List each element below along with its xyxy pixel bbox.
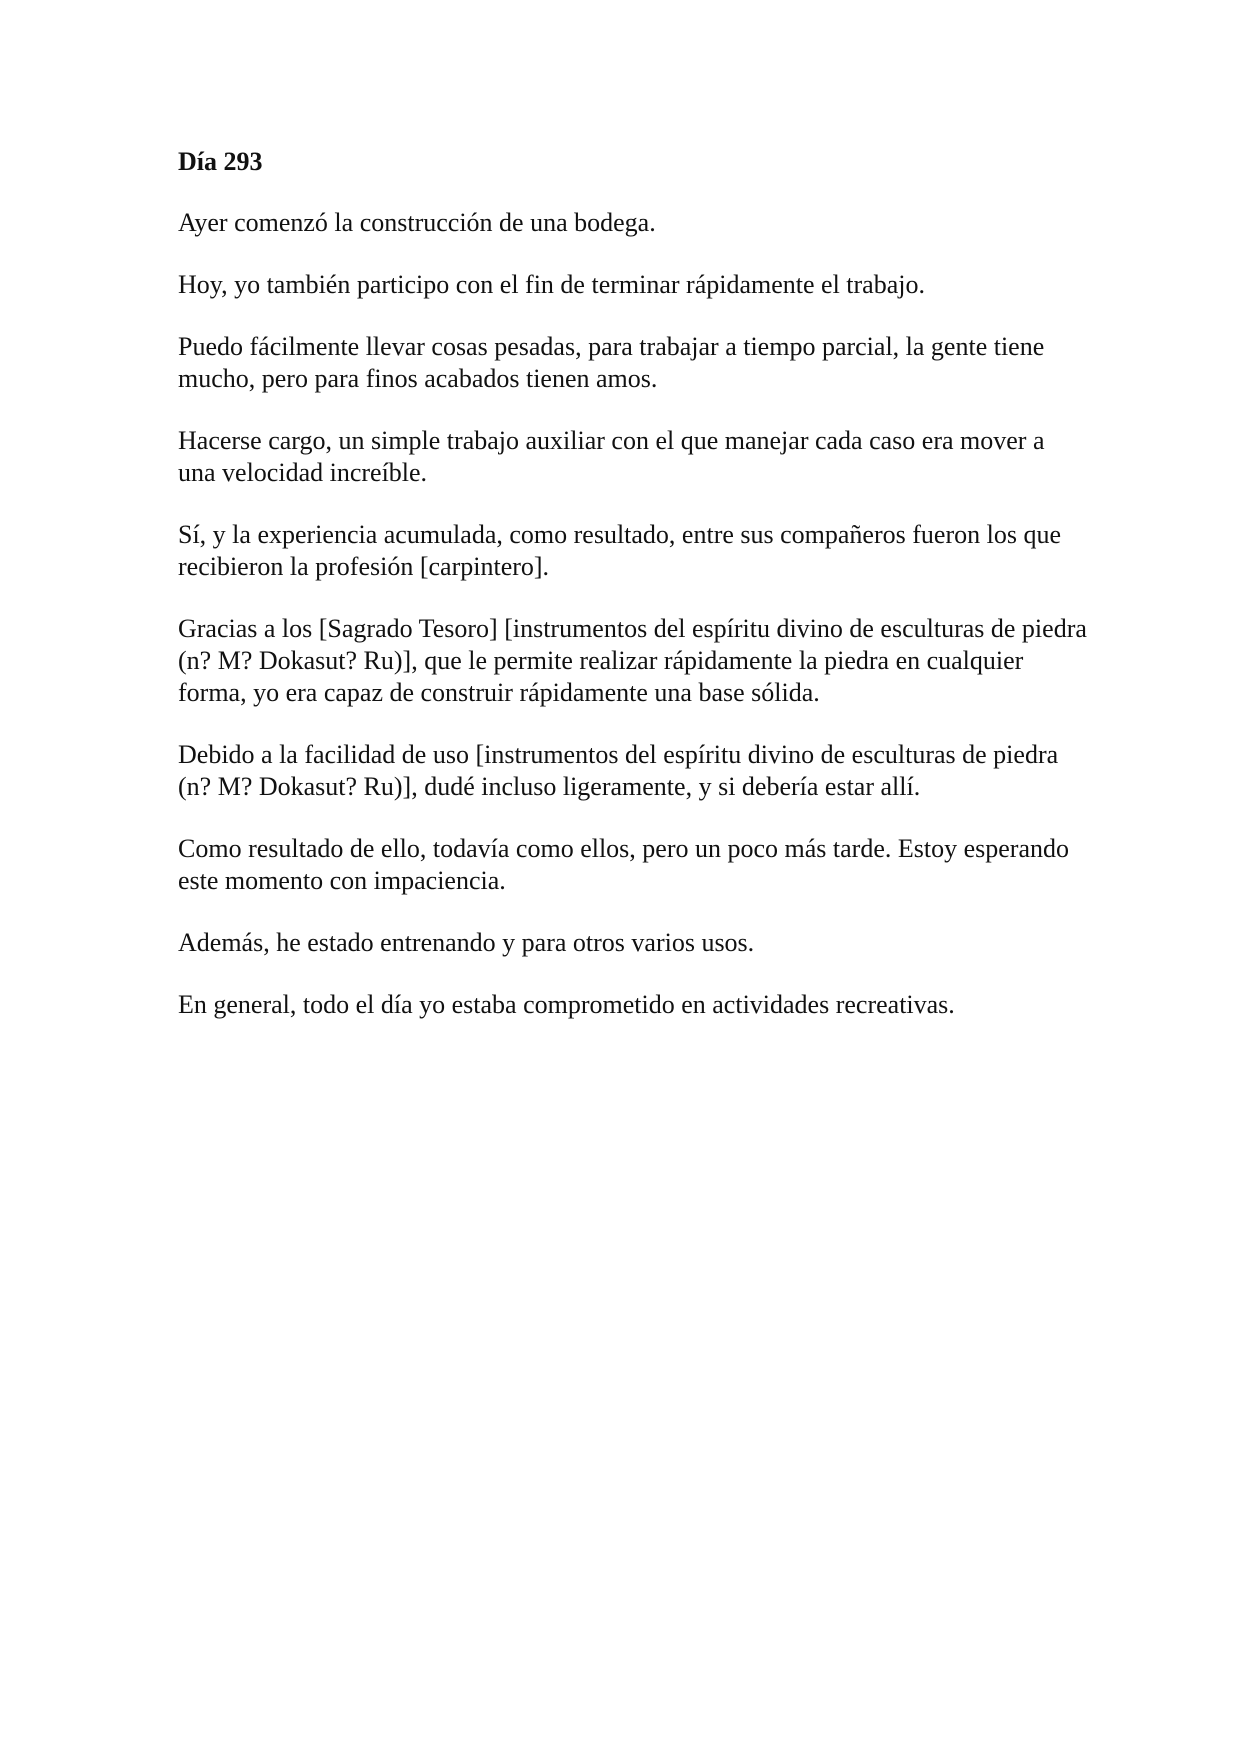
paragraph: Gracias a los [Sagrado Tesoro] [instrumentos del espíritu divino de esculturas de piedra (n? M? Dokasut? Ru)], que le permite realizar rápidamente la piedra en cualquier forma, yo era capaz de construir rápidamente una base sólida. — [178, 614, 1087, 707]
paragraph: Debido a la facilidad de uso [instrumentos del espíritu divino de esculturas de piedra (n? M? Dokasut? Ru)], dudé incluso ligeramente, y si debería estar allí. — [178, 740, 1059, 801]
document-title: Día 293 — [178, 147, 263, 176]
paragraph: Hacerse cargo, un simple trabajo auxiliar con el que manejar cada caso era mover a una velocidad increíble. — [178, 426, 1045, 487]
paragraph: Hoy, yo también participo con el fin de terminar rápidamente el trabajo. — [178, 270, 925, 299]
paragraph: Además, he estado entrenando y para otros varios usos. — [178, 928, 755, 957]
paragraph: En general, todo el día yo estaba comprometido en actividades recreativas. — [178, 990, 955, 1019]
paragraph: Ayer comenzó la construcción de una bodega. — [178, 208, 656, 237]
paragraph: Como resultado de ello, todavía como ellos, pero un poco más tarde. Estoy esperando este momento con impaciencia. — [178, 834, 1069, 895]
paragraph: Sí, y la experiencia acumulada, como resultado, entre sus compañeros fueron los que recibieron la profesión [carpintero]. — [178, 520, 1061, 581]
document-body — [178, 146, 1088, 1051]
paragraph: Puedo fácilmente llevar cosas pesadas, para trabajar a tiempo parcial, la gente tiene mucho, pero para finos acabados tienen amos. — [178, 332, 1045, 393]
